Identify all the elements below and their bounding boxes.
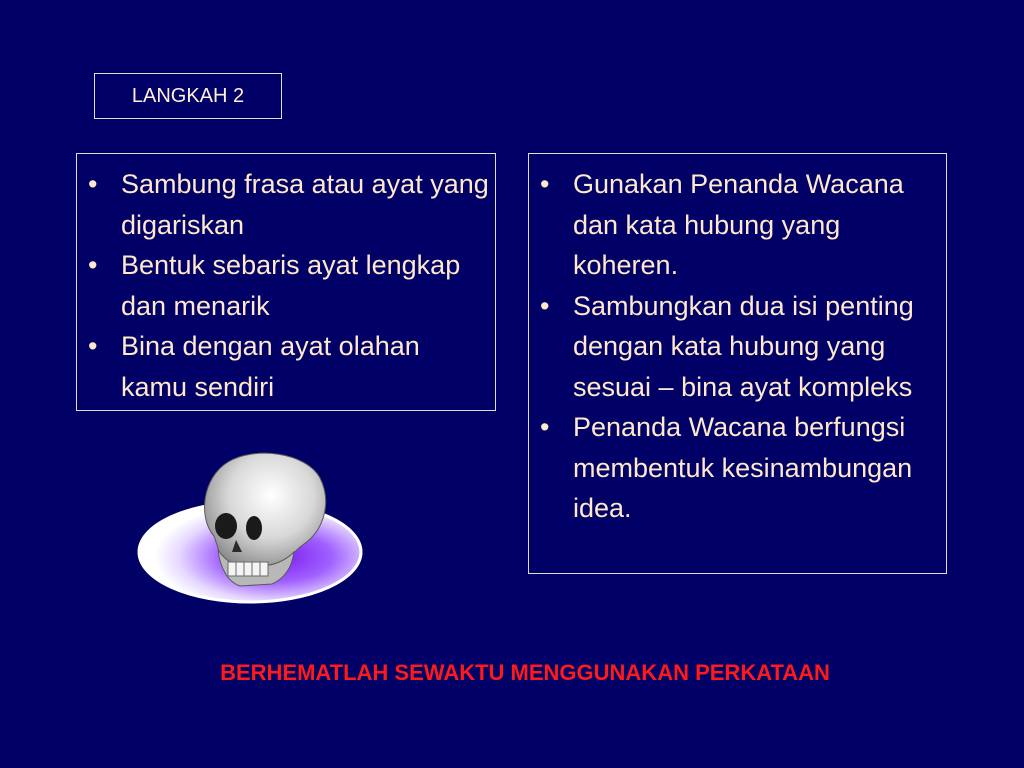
list-item (529, 407, 940, 529)
bullet-icon: • (88, 331, 98, 361)
bullet-list-right (529, 164, 940, 529)
skull-eye-right (246, 516, 262, 540)
instructions-box-left (76, 153, 496, 411)
list-item (529, 164, 940, 286)
skull-eye-left (215, 513, 237, 539)
list-item-text: Bentuk sebaris ayat lengkap dan menarik (121, 250, 461, 321)
footer-warning: BERHEMATLAH SEWAKTU MENGGUNAKAN PERKATAAN (220, 660, 830, 685)
bullet-icon: • (88, 169, 98, 199)
list-item-text: Sambungkan dua isi penting dengan kata hubung yang sesuai – bina ayat kompleks (573, 290, 914, 402)
bullet-icon: • (540, 412, 550, 442)
list-item-text: Penanda Wacana berfungsi membentuk kesinambungan idea. (573, 412, 913, 523)
list-item (77, 326, 489, 407)
list-item-text: Bina dengan ayat olahan kamu sendiri (121, 331, 420, 402)
list-item (77, 164, 489, 245)
list-item (77, 245, 489, 326)
skull-on-plate-icon (136, 448, 366, 608)
bullet-list-left (77, 164, 489, 407)
list-item-text: Gunakan Penanda Wacana dan kata hubung yang koheren. (573, 169, 904, 280)
instructions-box-right (528, 153, 947, 574)
step-label: LANGKAH 2 (94, 73, 282, 119)
bullet-icon: • (88, 250, 98, 280)
bullet-icon: • (540, 169, 550, 199)
list-item-text: Sambung frasa atau ayat yang digariskan (121, 169, 489, 240)
list-item (529, 286, 940, 408)
bullet-icon: • (540, 290, 550, 321)
skull-teeth (228, 562, 268, 576)
